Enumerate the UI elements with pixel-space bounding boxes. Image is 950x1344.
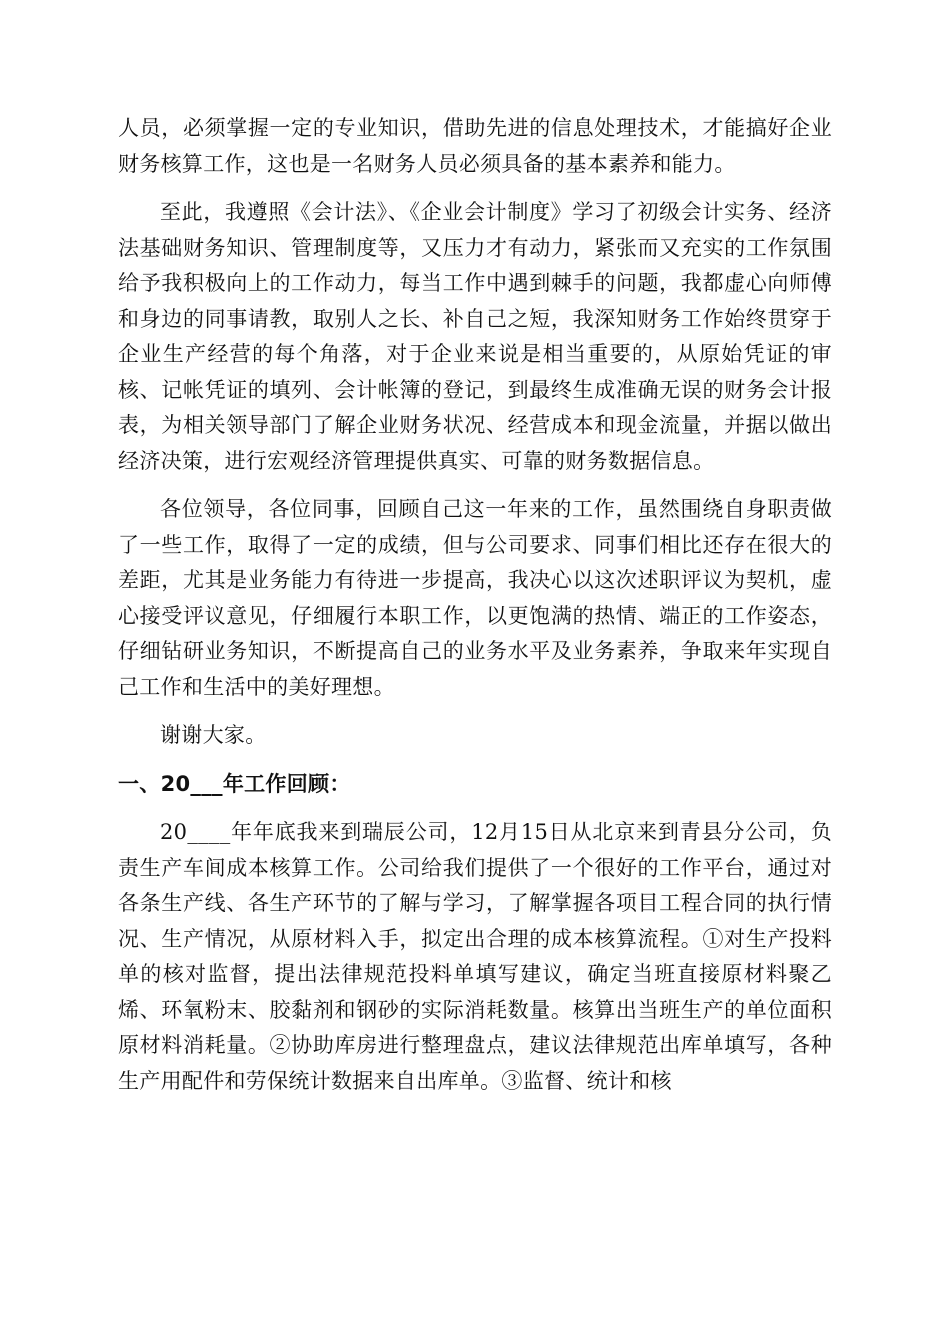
paragraph-study: 至此，我遵照《会计法》、《企业会计制度》学习了初级会计实务、经济法基础财务知识、管理制度等，又压力才有动力，紧张而又充实的工作氛围给予我积极向上的工作动力，每当工作中遇到棘手的问题，我都虚心向师傅和身边的同事请教，取别人之长、补自己之短，我深知财务工作始终贯穿于企业生产经营的每个角落，对于企业来说是相当重要的，从原始凭证的审核、记帐凭证的填列、会计帐簿的登记，到最终生成准确无误的财务会计报表，为相关领导部门了解企业财务状况、经营成本和现金流量，并据以做出经济决策，进行宏观经济管理提供真实、可靠的财务数据信息。 [118,200,832,473]
paragraph-review: 各位领导，各位同事，回顾自己这一年来的工作，虽然围绕自身职责做了一些工作，取得了一定的成绩，但与公司要求、同事们相比还存在很大的差距，尤其是业务能力有待进一步提高，我决心以这次述职评议为契机，虚心接受评议意见，仔细履行本职工作，以更饱满的热情、端正的工作姿态，仔细钻研业务知识，不断提高自己的业务水平及业务素养，争取来年实现自己工作和生活中的美好理想。 [118,497,832,699]
paragraph-continued: 人员，必须掌握一定的专业知识，借助先进的信息处理技术，才能搞好企业财务核算工作，这也是一名财务人员必须具备的基本素养和能力。 [118,116,832,176]
section-heading: 一、20___年工作回顾： [118,771,351,796]
paragraph-thanks: 谢谢大家。 [160,723,267,747]
paragraph-work-review: 20____年年底我来到瑞辰公司，12月15日从北京来到青县分公司，负责生产车间成本核算工作。公司给我们提供了一个很好的工作平台，通过对各条生产线、各生产环节的了解与学习，了解掌握各项目工程合同的执行情况、生产情况，从原材料入手，拟定出合理的成本核算流程。①对生产投料单的核对监督，提出法律规范投料单填写建议，确定当班直接原材料聚乙烯、环氧粉末、胶黏剂和钢砂的实际消耗数量。核算出当班生产的单位面积原材料消耗量。②协助库房进行整理盘点，建议法律规范出库单填写，各种生产用配件和劳保统计数据来自出库单。③监督、统计和核 [118,820,832,1093]
document-page [118,111,832,1112]
